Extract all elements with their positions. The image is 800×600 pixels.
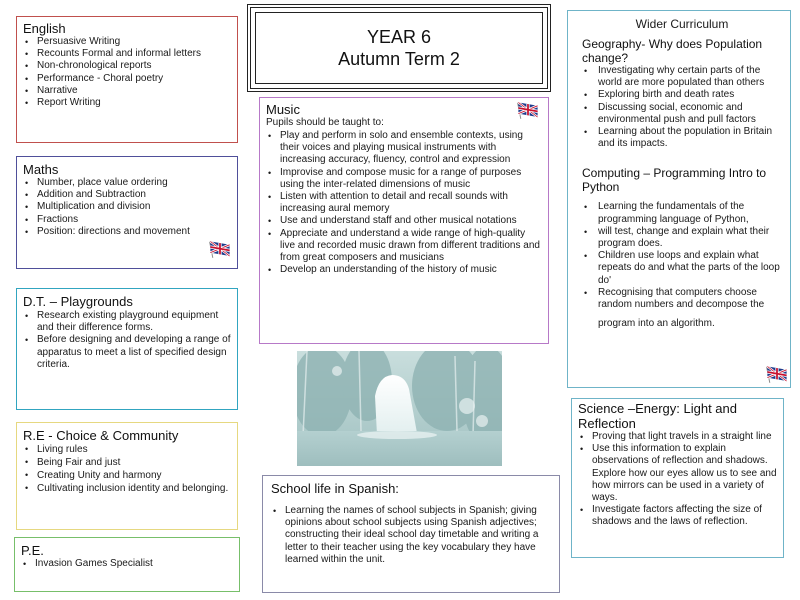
maths-heading: Maths xyxy=(23,162,59,177)
english-heading: English xyxy=(23,21,66,36)
pe-heading: P.E. xyxy=(21,543,44,558)
waterfall-photo xyxy=(297,351,502,466)
list-item: • Play and perform in solo and ensemble contexts, using their voices and playing musical instruments with increasing accuracy, fluency, control and expression xyxy=(266,130,542,167)
english-panel xyxy=(16,16,238,143)
music-heading: Music xyxy=(266,102,300,117)
list-item: • Recounts Formal and informal letters xyxy=(23,48,231,60)
wider-curriculum-panel xyxy=(567,10,791,388)
computing-list xyxy=(582,201,782,330)
list-item: • Proving that light travels in a straight line xyxy=(578,431,777,443)
list-item: • Improvise and compose music for a range of purposes using the inter-related dimensions of music xyxy=(266,167,542,191)
list-item: • Develop an understanding of the history of music xyxy=(266,264,542,276)
list-item: • Exploring birth and death rates xyxy=(582,89,782,101)
english-list xyxy=(23,36,231,109)
page-title-term: Autumn Term 2 xyxy=(338,49,460,69)
re-panel xyxy=(16,422,238,530)
list-item: • Fractions xyxy=(23,214,231,226)
science-list xyxy=(578,431,777,529)
list-item: • Learning the fundamentals of the programming language of Python, xyxy=(582,201,782,225)
list-item xyxy=(582,287,782,331)
geography-section xyxy=(582,37,782,150)
list-item: • Before designing and developing a range of apparatus to meet a list of specified design criteria. xyxy=(23,334,231,371)
waterfall-image xyxy=(297,351,502,466)
union-jack-flag-icon xyxy=(765,365,789,383)
list-item: • Listen with attention to detail and recall sounds with increasing aural memory xyxy=(266,191,542,215)
re-list xyxy=(23,443,231,495)
list-item: • Living rules xyxy=(23,443,231,456)
re-heading: R.E - Choice & Community xyxy=(23,428,179,443)
list-item: • Non-chronological reports xyxy=(23,60,231,72)
computing-last-item-text: Recognising that computers choose random numbers and decompose the xyxy=(598,286,765,311)
list-item: • Multiplication and division xyxy=(23,201,231,213)
list-item: • Use this information to explain observations of reflection and shadows. Explore how our eyes allow us to see and how mirrors can be used in a variety of ways. xyxy=(578,443,777,504)
list-item: • will test, change and explain what their program does. xyxy=(582,226,782,250)
wider-curriculum-heading: Wider Curriculum xyxy=(635,17,729,31)
computing-last-item-tail: program into an algorithm. xyxy=(598,318,715,330)
list-item: • Use and understand staff and other musical notations xyxy=(266,215,542,227)
computing-heading: Computing – Programming Intro to Python xyxy=(582,166,767,195)
list-item: • Learning about the population in Britain and its impacts. xyxy=(582,126,782,150)
dt-panel xyxy=(16,288,238,410)
list-item: • Invasion Games Specialist xyxy=(21,558,233,570)
geography-list xyxy=(582,65,782,150)
music-panel xyxy=(259,97,549,344)
list-item: • Investigate factors affecting the size of shadows and the laws of reflection. xyxy=(578,504,777,528)
list-item: • Position: directions and movement xyxy=(23,226,231,238)
list-item: • Number, place value ordering xyxy=(23,177,231,189)
list-item: • Addition and Subtraction xyxy=(23,189,231,201)
pe-list xyxy=(21,558,233,570)
music-intro: Pupils should be taught to: xyxy=(266,117,384,128)
computing-section xyxy=(582,166,782,330)
list-item: • Appreciate and understand a wide range of high-quality live and recorded music drawn from different traditions and from great composers and musicians xyxy=(266,228,542,265)
list-item: • Being Fair and just xyxy=(23,456,231,469)
spanish-list xyxy=(271,505,551,566)
union-jack-flag-icon xyxy=(516,101,540,119)
list-item: • Cultivating inclusion identity and belonging. xyxy=(23,482,231,495)
geography-heading: Geography- Why does Population change? xyxy=(582,37,763,65)
list-item: • Narrative xyxy=(23,85,231,97)
dt-heading: D.T. – Playgrounds xyxy=(23,294,133,309)
list-item: • Research existing playground equipment and their difference forms. xyxy=(23,310,231,334)
list-item: • Learning the names of school subjects in Spanish; giving opinions about school subjects using Spanish adjectives; constructing their ideal school day timetable and writing a letter to their teacher using the key vocabulary they have learned within the unit. xyxy=(271,505,551,566)
spanish-panel xyxy=(262,475,560,593)
list-item: • Discussing social, economic and environmental push and pull factors xyxy=(582,102,782,126)
list-item: • Performance - Choral poetry xyxy=(23,73,231,85)
maths-list xyxy=(23,177,231,238)
pe-panel xyxy=(14,537,240,592)
science-panel xyxy=(571,398,784,558)
page-title-box xyxy=(247,4,551,92)
dt-list xyxy=(23,310,231,371)
union-jack-flag-icon xyxy=(208,240,232,258)
spanish-heading: School life in Spanish: xyxy=(271,481,399,496)
page-title-year: YEAR 6 xyxy=(366,27,432,47)
list-item: • Report Writing xyxy=(23,97,231,109)
maths-panel xyxy=(16,156,238,269)
list-item: • Investigating why certain parts of the world are more populated than others xyxy=(582,65,782,89)
science-heading: Science –Energy: Light and Reflection xyxy=(578,401,737,431)
list-item: • Creating Unity and harmony xyxy=(23,469,231,482)
list-item: • Persuasive Writing xyxy=(23,36,231,48)
music-list xyxy=(266,130,542,276)
list-item: • Children use loops and explain what repeats do and what the parts of the loop do' xyxy=(582,250,782,287)
